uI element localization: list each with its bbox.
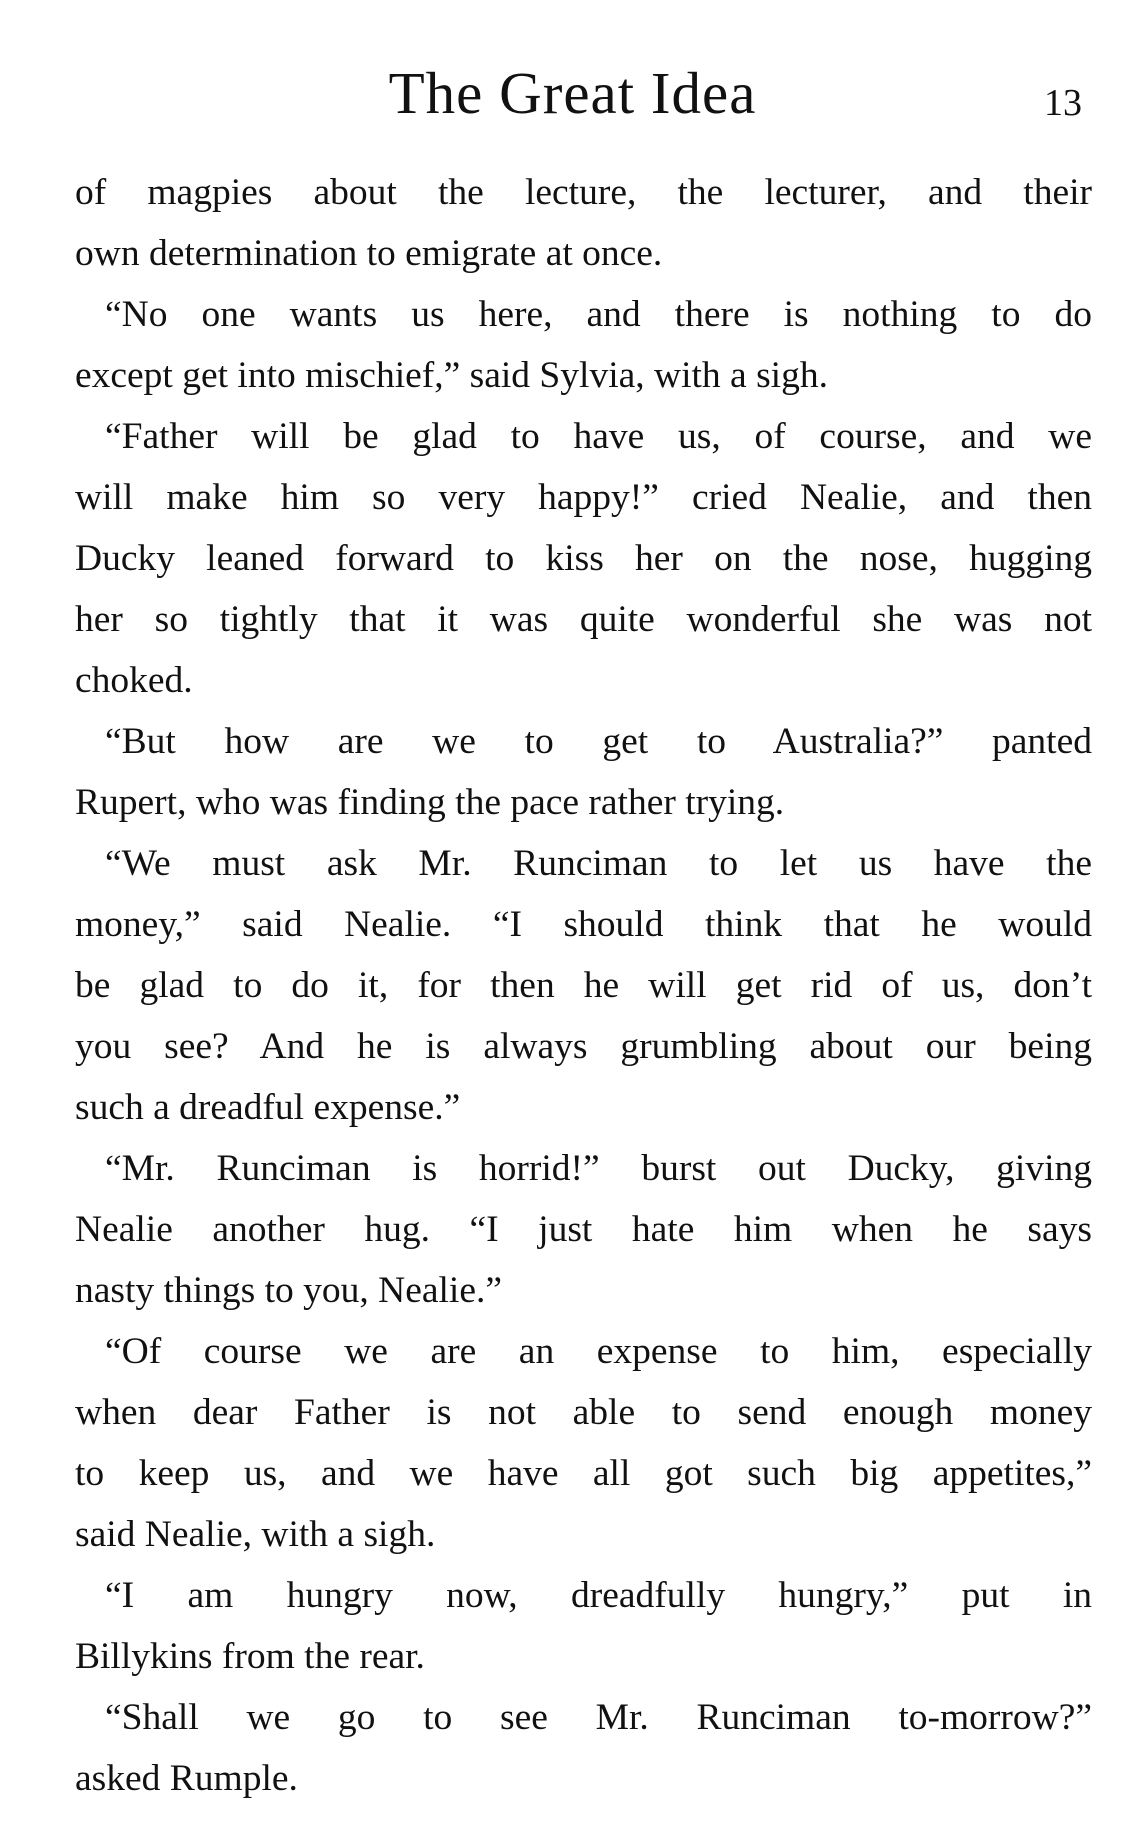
text-line: “Mr. Runciman is horrid!” burst out Ducky, giving [105,1148,1092,1189]
text-line: “I am hungry now, dreadfully hungry,” put in [105,1575,1092,1616]
text-line: when dear Father is not able to send enough money [75,1392,1092,1433]
text-line: Nealie another hug. “I just hate him when he says [75,1209,1092,1250]
text-line: “We must ask Mr. Runciman to let us have the [105,843,1092,884]
text-line: money,” said Nealie. “I should think that he would [75,904,1092,945]
page-number: 13 [1044,82,1082,124]
text-line: “Father will be glad to have us, of course, and we [105,416,1092,457]
text-line: own determination to emigrate at once. [75,233,663,274]
text-line: asked Rumple. [75,1758,298,1799]
text-line: Ducky leaned forward to kiss her on the nose, hugging [75,538,1092,579]
text-line: choked. [75,660,193,701]
running-header [0,58,1145,128]
text-line: “But how are we to get to Australia?” panted [105,721,1092,762]
text-line: be glad to do it, for then he will get rid of us, don’t [75,965,1092,1006]
text-line: you see? And he is always grumbling about our being [75,1026,1092,1067]
text-line: Billykins from the rear. [75,1636,425,1677]
text-line: such a dreadful expense.” [75,1087,461,1128]
chapter-title: The Great Idea [388,60,757,126]
text-line: to keep us, and we have all got such big appetites,” [75,1453,1092,1494]
text-line: will make him so very happy!” cried Nealie, and then [75,477,1092,518]
text-line: of magpies about the lecture, the lecturer, and their [75,172,1092,213]
text-line: “Shall we go to see Mr. Runciman to-morrow?” [105,1697,1092,1738]
text-line: Rupert, who was finding the pace rather trying. [75,782,785,823]
text-line: nasty things to you, Nealie.” [75,1270,503,1311]
text-line: said Nealie, with a sigh. [75,1514,436,1555]
text-line: her so tightly that it was quite wonderful she was not [75,599,1092,640]
body-text [75,162,1092,1809]
text-line: “Of course we are an expense to him, especially [105,1331,1092,1372]
text-line: “No one wants us here, and there is nothing to do [105,294,1092,335]
text-line: except get into mischief,” said Sylvia, with a sigh. [75,355,828,396]
